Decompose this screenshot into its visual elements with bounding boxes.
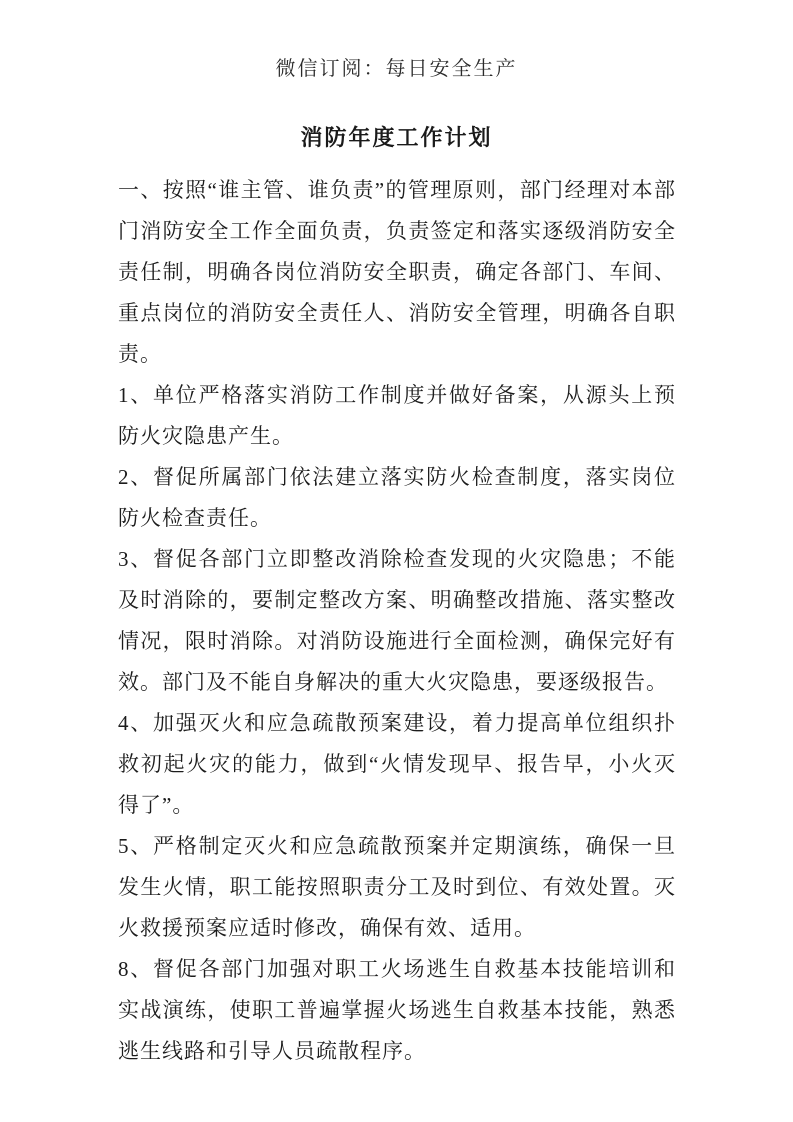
page-title: 消防年度工作计划 — [300, 125, 493, 150]
paragraph: 8、督促各部门加强对职工火场逃生自救基本技能培训和实战演练，使职工普遍掌握火场逃生自救基本技能，熟悉逃生线路和引导人员疏散程序。 — [118, 957, 676, 1063]
paragraph: 2、督促所属部门依法建立落实防火检查制度，落实岗位防火检查责任。 — [118, 465, 676, 530]
paragraph: 3、督促各部门立即整改消除检查发现的火灾隐患；不能及时消除的，要制定整改方案、明确整改措施、落实整改情况，限时消除。对消防设施进行全面检测，确保完好有效。部门及不能自身解决的重大火灾隐患，要逐级报告。 — [118, 547, 676, 694]
document-body — [118, 170, 676, 1072]
paragraph: 5、严格制定灭火和应急疏散预案并定期演练，确保一旦发生火情，职工能按照职责分工及时到位、有效处置。灭火救援预案应适时修改，确保有效、适用。 — [118, 834, 676, 940]
paragraph: 4、加强灭火和应急疏散预案建设，着力提高单位组织扑救初起火灾的能力，做到“火情发现早、报告早，小火灭得了”。 — [118, 711, 676, 817]
paragraph: 一、按照“谁主管、谁负责”的管理原则，部门经理对本部门消防安全工作全面负责，负责签定和落实逐级消防安全责任制，明确各岗位消防安全职责，确定各部门、车间、重点岗位的消防安全责任人、消防安全管理，明确各自职责。 — [118, 178, 676, 366]
paragraph: 1、单位严格落实消防工作制度并做好备案，从源头上预防火灾隐患产生。 — [118, 383, 676, 448]
document-header: 微信订阅：每日安全生产 — [275, 58, 518, 80]
